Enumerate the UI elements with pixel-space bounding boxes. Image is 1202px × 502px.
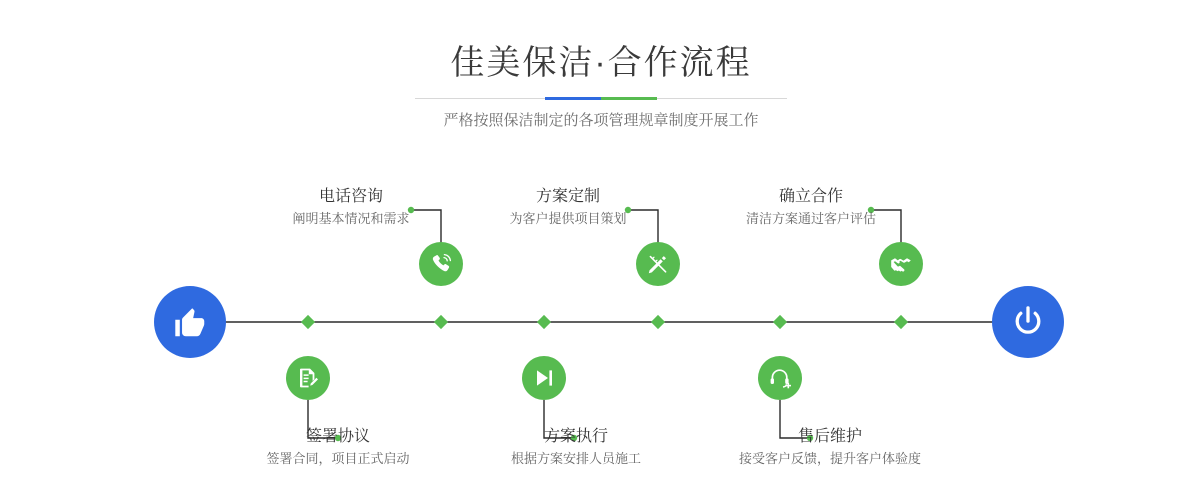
step-3-label bbox=[468, 186, 668, 230]
step-1-desc: 阐明基本情况和需求 bbox=[292, 211, 410, 226]
handshake-icon bbox=[889, 252, 913, 276]
thumbs-up-icon bbox=[172, 304, 208, 340]
headset-add-icon bbox=[768, 366, 792, 390]
start-node-thumbs-up bbox=[154, 286, 226, 358]
step-2-title: 签署协议 bbox=[305, 428, 370, 445]
step-6-desc: 接受客户反馈，提升客户体验度 bbox=[738, 451, 921, 466]
step-4-desc: 根据方案安排人员施工 bbox=[510, 451, 641, 466]
step-6-label bbox=[700, 426, 960, 470]
step-4-title: 方案执行 bbox=[543, 428, 608, 445]
step-2-desc: 签署合同，项目正式启动 bbox=[266, 451, 410, 466]
step-3-title: 方案定制 bbox=[535, 188, 600, 205]
step-5-title: 确立合作 bbox=[778, 188, 843, 205]
pencil-ruler-icon bbox=[646, 252, 670, 276]
document-edit-icon bbox=[296, 366, 320, 390]
play-forward-icon bbox=[532, 366, 556, 390]
step-2-icon-circle bbox=[286, 356, 330, 400]
step-3-desc: 为客户提供项目策划 bbox=[509, 211, 627, 226]
step-4-label bbox=[466, 426, 686, 470]
step-6-title: 售后维护 bbox=[797, 428, 862, 445]
step-5-desc: 清洁方案通过客户评估 bbox=[745, 211, 876, 226]
step-5-icon-circle bbox=[879, 242, 923, 286]
step-2-label bbox=[228, 426, 448, 470]
step-4-icon-circle bbox=[522, 356, 566, 400]
step-3-icon-circle bbox=[636, 242, 680, 286]
power-icon bbox=[1010, 304, 1046, 340]
step-1-icon-circle bbox=[419, 242, 463, 286]
phone-call-icon bbox=[429, 252, 453, 276]
page-subtitle: 严格按照保洁制定的各项管理规章制度开展工作 bbox=[443, 112, 759, 129]
page-title: 佳美保洁·合作流程 bbox=[450, 44, 752, 82]
step-6-icon-circle bbox=[758, 356, 802, 400]
step-1-title: 电话咨询 bbox=[318, 188, 383, 205]
end-node-power bbox=[992, 286, 1064, 358]
step-1-label bbox=[251, 186, 451, 230]
step-5-label bbox=[711, 186, 911, 230]
